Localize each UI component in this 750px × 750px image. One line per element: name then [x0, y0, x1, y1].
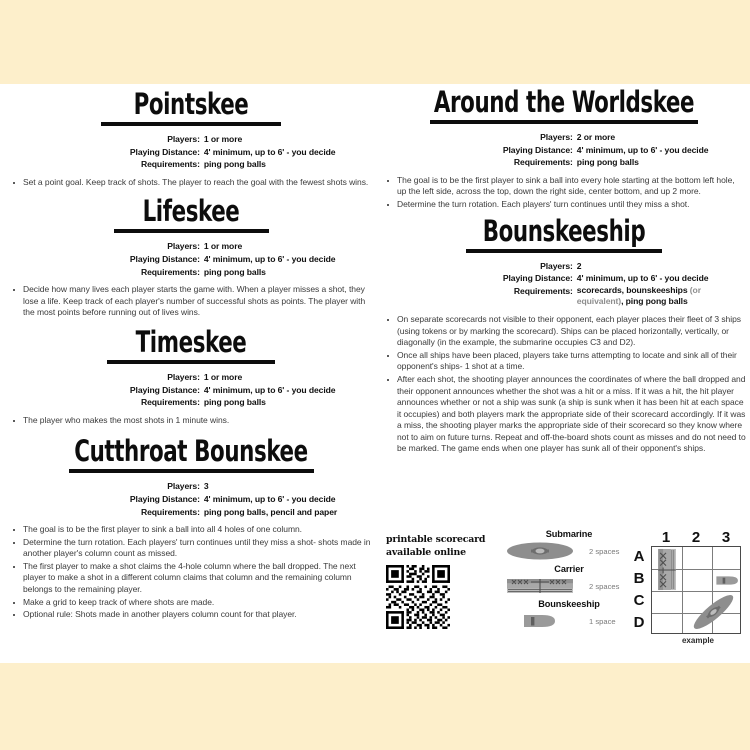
game-title-wrap: [384, 85, 744, 124]
list-item: Decide how many lives each player starts the game with. When a player misses a shot, they lose a life. Keep track of each player's number of successful shots as points. The player with the most points before running out of lives wins.: [8, 284, 374, 319]
two-column-layout: [0, 84, 750, 663]
game-title-wrap: [26, 434, 356, 473]
list-item: The goal is to be the first player to sink a ball into every hole starting at the bottom left hole, up the left side, across the top, down the right side, center bottom, and up 2 more.: [382, 175, 746, 198]
spec-label: Playing Distance:: [502, 273, 573, 284]
spec-value: ping pong balls: [203, 397, 266, 408]
spec-value: ping pong balls, pencil and paper: [203, 506, 338, 517]
spec-row: [382, 272, 746, 285]
carrier-icon: [497, 576, 583, 596]
grid-row-header: D: [633, 614, 645, 631]
spec-row: [382, 285, 746, 308]
spec-row: [8, 371, 374, 384]
title-underline: [107, 360, 275, 364]
rules-list: [8, 284, 374, 319]
grid-divider: [682, 547, 683, 633]
qr-caption-line2: available online: [386, 546, 466, 558]
list-item: On separate scorecards not visible to their opponent, each player places their fleet of 3 ships (using tokens or by marking the scorecard). Ships can be placed horizontally, vertically, or diagonally (in the example, the submarine occupies C3 and D2).: [382, 314, 746, 349]
spec-label: Requirements:: [140, 397, 200, 408]
spec-value-paren: (or equivalent): [576, 284, 701, 307]
left-column: [8, 84, 374, 622]
grid-row-header: C: [633, 592, 645, 609]
spec-value: 3: [203, 481, 209, 492]
legend-spaces: 2 spaces: [589, 546, 620, 556]
spec-value-part: scorecards, bounskeeships: [576, 284, 690, 295]
spec-label: Playing Distance:: [129, 146, 200, 157]
spec-value: ping pong balls: [576, 157, 639, 168]
game-block-lifeskee: [8, 194, 374, 319]
spec-label: Requirements:: [140, 266, 200, 277]
spec-value: 1 or more: [203, 241, 243, 252]
qr-caption-line1: printable scorecard: [386, 534, 486, 545]
legend-item-submarine: [494, 529, 644, 562]
grid-col-header: 1: [661, 529, 671, 546]
grid-col-header: 3: [721, 529, 731, 546]
spec-table: [8, 480, 374, 518]
spec-label: Requirements:: [513, 285, 573, 296]
spec-row: [8, 396, 374, 409]
legend-label: Submarine: [545, 529, 593, 539]
spec-label: Players:: [167, 481, 200, 492]
spec-label: Playing Distance:: [129, 384, 200, 395]
right-column: [382, 84, 746, 456]
spec-row: [8, 506, 374, 519]
game-block-cutthroat-bounskee: [8, 434, 374, 621]
title-underline: [101, 122, 281, 126]
list-item: Determine the turn rotation. Each players' turn continues until they miss a shot- shots made in another player's column count as missed.: [8, 537, 374, 560]
legend-item-carrier: [494, 564, 644, 597]
legend-item-bounskeeship: [494, 599, 644, 632]
list-item: Once all ships have been placed, players take turns attempting to locate and sink all of their opponent's ships- 1 shot at a time.: [382, 350, 746, 373]
grid-ship-bounskeeship: [715, 574, 740, 587]
spec-row: [8, 480, 374, 493]
page-title-cutthroat-bounskee: Cutthroat Bounskee: [74, 434, 308, 469]
game-title-wrap: [414, 213, 714, 253]
bottom-graphics: [382, 529, 746, 663]
list-item: Optional rule: Shots made in another players column count for that player.: [8, 609, 374, 621]
spec-table: [8, 240, 374, 278]
spec-value: 1 or more: [203, 134, 243, 144]
spec-row: [382, 156, 746, 169]
game-block-timeskee: [8, 324, 374, 426]
game-title-wrap: [82, 87, 300, 126]
spec-table: [8, 133, 374, 171]
list-item: Determine the turn rotation. Each players' turn continues until they miss a shot.: [382, 199, 746, 211]
spec-row: [8, 133, 374, 146]
spec-value: 4' minimum, up to 6' - you decide: [203, 493, 336, 504]
grid-row-header: B: [633, 570, 645, 587]
qr-block: [386, 534, 486, 629]
rules-list: [8, 524, 374, 621]
spec-value-tail: , ping pong balls: [621, 296, 688, 307]
spec-label: Requirements:: [140, 506, 200, 517]
grid-row-headers: [627, 546, 651, 634]
rules-list: [382, 314, 746, 455]
list-item: The first player to make a shot claims the 4-hole column where the ball dropped. The next player to make a shot in a different column claims that column and the remaining column belongs to the remaining player.: [8, 561, 374, 596]
spec-value: 4' minimum, up to 6' - you decide: [576, 273, 709, 284]
grid-ship-submarine: [687, 590, 740, 634]
spec-label: Playing Distance:: [129, 253, 200, 264]
spec-table: [382, 131, 746, 169]
spec-row: [382, 260, 746, 273]
spec-label: Players:: [167, 241, 200, 252]
legend-label: Bounskeeship: [538, 599, 600, 609]
spec-row: [382, 144, 746, 157]
title-underline: [69, 469, 314, 473]
spec-value: 4' minimum, up to 6' - you decide: [203, 146, 336, 157]
rules-sheet: [0, 84, 750, 663]
game-block-bounskeeship: [382, 213, 746, 456]
grid-ship-carrier: [656, 548, 678, 591]
spec-row: [8, 384, 374, 397]
spec-row: [8, 240, 374, 253]
spec-label: Players:: [167, 371, 200, 382]
game-block-pointskee: [8, 87, 374, 188]
example-grid: [627, 529, 745, 645]
grid-col-header: 2: [691, 529, 701, 546]
list-item: The goal is to be the first player to sink a ball into all 4 holes of one column.: [8, 524, 374, 536]
spec-value: ping pong balls: [203, 159, 266, 170]
page-title-lifeskee: Lifeskee: [142, 194, 240, 229]
grid-body: [627, 546, 745, 634]
spec-value: 2 or more: [576, 132, 616, 142]
spec-label: Playing Distance:: [129, 493, 200, 504]
list-item: After each shot, the shooting player announces the coordinates of where the ball dropped and their opponent announces whether the shot was a hit or a miss. If it was a hit, the hit player announces whether or not a ship was sunk (a ship is sunk when it has been hit at each space it occupies) and both players mark the appropriate side of their scorecard accordingly. If it was a miss, the shooting player marks the appropriate side of their scorecard so they know where not to aim on future turns. Repeat and off-the-board shots count as misses and do not need to be marked. The game ends when one player has sunk all of their opponent's ships.: [382, 374, 746, 455]
spec-row: [8, 253, 374, 266]
grid-column-headers: [651, 529, 745, 546]
spec-label: Players:: [540, 260, 573, 271]
spec-value: 4' minimum, up to 6' - you decide: [203, 253, 336, 264]
spec-value: ping pong balls: [203, 266, 266, 277]
page-title-around-the-worldskee: Around the Worldskee: [433, 85, 695, 119]
spec-table: [382, 260, 746, 308]
legend-spaces: 1 space: [589, 616, 616, 626]
list-item: Make a grid to keep track of where shots are made.: [8, 597, 374, 609]
spec-value: 4' minimum, up to 6' - you decide: [576, 144, 709, 155]
spec-label: Players:: [167, 134, 200, 144]
spec-table: [8, 371, 374, 409]
spec-row: [8, 158, 374, 171]
title-underline: [466, 249, 662, 253]
legend-spaces: 2 spaces: [589, 581, 620, 591]
spec-row: [8, 266, 374, 279]
grid-caption: example: [681, 636, 715, 645]
legend-label: Carrier: [554, 564, 584, 574]
page-title-pointskee: Pointskee: [133, 87, 249, 121]
page-title-bounskeeship: Bounskeeship: [482, 213, 646, 248]
spec-label: Requirements:: [140, 159, 200, 170]
rules-list: [382, 175, 746, 211]
game-title-wrap: [91, 194, 291, 233]
spec-value: 1 or more: [203, 371, 243, 382]
page-title-timeskee: Timeskee: [135, 324, 247, 359]
submarine-icon: [497, 541, 583, 561]
qr-code-icon[interactable]: [386, 565, 450, 629]
title-underline: [430, 120, 698, 124]
game-block-around-the-worldskee: [382, 85, 746, 211]
spec-label: Playing Distance:: [502, 144, 573, 155]
spec-row: [8, 493, 374, 506]
rules-list: [8, 177, 374, 189]
grid-cells[interactable]: [651, 546, 741, 634]
list-item: The player who makes the most shots in 1 minute wins.: [8, 415, 374, 427]
spec-label: Players:: [540, 132, 573, 142]
spec-row: [8, 146, 374, 159]
spec-value: 4' minimum, up to 6' - you decide: [203, 384, 336, 395]
spec-label: Requirements:: [513, 157, 573, 168]
spec-value: 2: [576, 260, 582, 271]
ship-legend: [494, 529, 644, 634]
list-item: Set a point goal. Keep track of shots. The player to reach the goal with the fewest shots wins.: [8, 177, 374, 189]
title-underline: [114, 229, 269, 233]
bounskeeship-icon: [497, 612, 583, 630]
grid-row-header: A: [633, 548, 645, 565]
game-title-wrap: [91, 324, 291, 364]
spec-value: [577, 285, 746, 308]
spec-row: [382, 131, 746, 144]
rules-list: [8, 415, 374, 427]
